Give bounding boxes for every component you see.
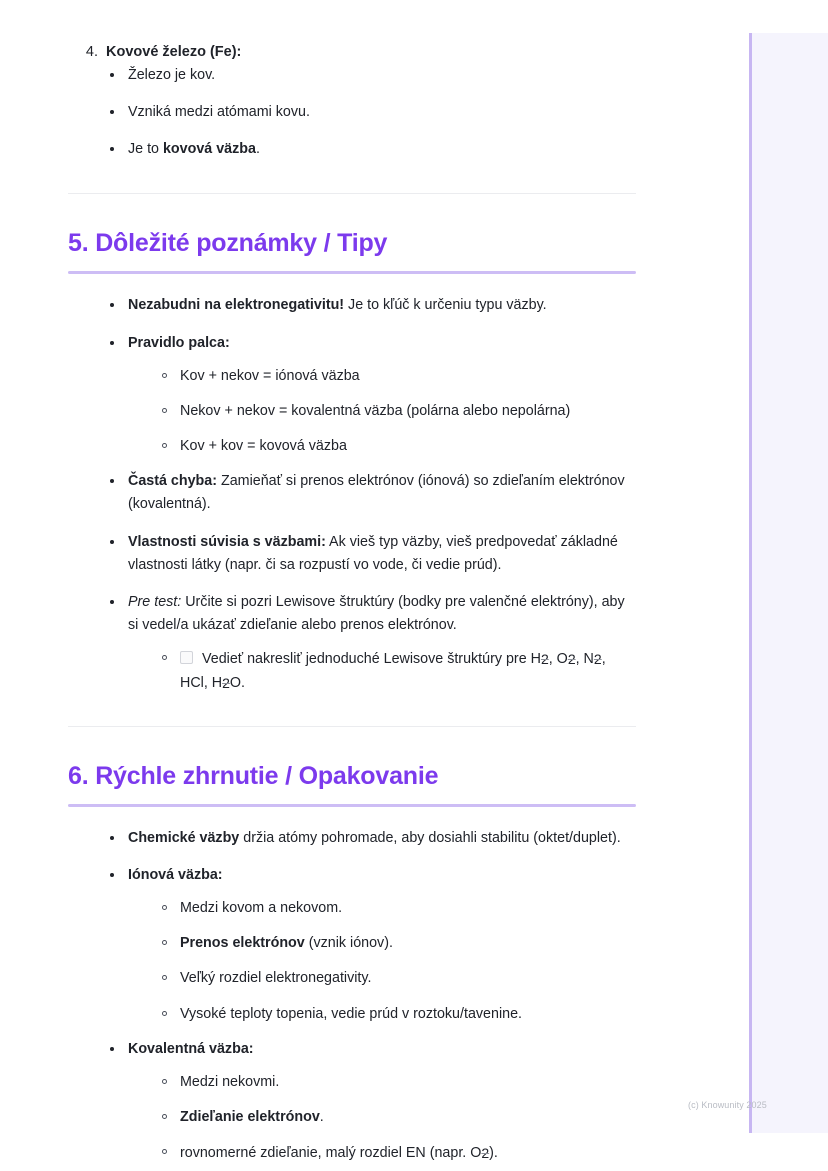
text-run: Veľký rozdiel elektronegativity. (180, 970, 372, 987)
text-run: O. (229, 675, 245, 692)
text-run: Určite si pozri Lewisove štruktúry (bodky pre valenčné elektróny), aby si vedel/a ukázať zdieľanie alebo prenos elektrónov. (128, 593, 625, 634)
bold-label: Vlastnosti súvisia s väzbami: (128, 533, 326, 550)
text-run: držia atómy pohromade, aby dosiahli stabilitu (oktet/duplet). (239, 829, 621, 846)
italic-label: Pre test: (128, 593, 182, 610)
text-run: ). (489, 1145, 498, 1162)
text-run: Medzi kovom a nekovom. (180, 900, 343, 917)
text-run: Železo je kov. (128, 66, 216, 83)
list-item (106, 827, 636, 850)
subscript: 2 (540, 651, 549, 668)
text-run: Vedieť nakresliť jednoduché Lewisove štruktúry pre H (202, 651, 541, 668)
list-item (106, 864, 636, 1026)
bold-label: Pravidlo palca: (128, 334, 230, 351)
bold-label: Častá chyba: (128, 473, 217, 490)
section-title: 5. Dôležité poznámky / Tipy (68, 229, 388, 258)
section-body (0, 294, 700, 695)
bullet-list (68, 827, 636, 1166)
subscript: 2 (567, 651, 576, 668)
text-run: . (319, 1109, 324, 1125)
sub-list-item (158, 967, 636, 990)
sub-list-item (158, 897, 636, 920)
list-item (106, 101, 636, 124)
text-run: Vysoké teploty topenia, vedie prúd v roztoku/tavenine. (180, 1005, 523, 1022)
checkbox[interactable] (180, 651, 193, 664)
section-title-underline (68, 804, 636, 807)
text-run: Je to kľúč k určeniu typu väzby. (344, 297, 547, 314)
bold-label: Prenos elektrónov (180, 935, 305, 952)
numbered-item (76, 0, 636, 64)
text-run: Medzi nekovmi. (180, 1073, 280, 1090)
text-run: Kov + kov = kovová väzba (180, 438, 347, 455)
text-run: (vznik iónov). (304, 935, 393, 952)
text-run: Vzniká medzi atómami kovu. (128, 103, 310, 120)
sub-list-item (158, 1003, 636, 1026)
section-title-underline (68, 271, 636, 274)
list-item (106, 138, 636, 161)
list-item (106, 332, 636, 459)
text-run: rovnomerné zdieľanie, malý rozdiel EN (napr. O (180, 1145, 482, 1162)
section-body (0, 827, 700, 1166)
list-item (106, 531, 636, 577)
numbered-item-title: Kovové železo (Fe): (106, 44, 242, 60)
subscript: 2 (593, 651, 602, 668)
text-run: Nekov + nekov = kovalentná väzba (polárna alebo nepolárna) (180, 402, 571, 419)
sub-list-item (158, 932, 636, 955)
sub-list-item (158, 365, 636, 388)
sub-list-item (158, 1141, 636, 1165)
numbered-item-block (0, 0, 700, 161)
text-run: . (255, 141, 260, 158)
list-item (106, 591, 636, 696)
sub-bullet-list (128, 1071, 636, 1165)
section-divider (68, 193, 636, 194)
section-header (0, 761, 700, 807)
list-item (106, 1038, 636, 1166)
bold-label: Kovalentná väzba: (128, 1040, 254, 1057)
text-run: Kov + nekov = iónová väzba (180, 367, 360, 384)
section-divider (68, 726, 636, 727)
text-run: , O (548, 651, 568, 668)
sub-bullet-list (128, 365, 636, 458)
sections-root (0, 228, 700, 1165)
copyright-note: (c) Knowunity 2025 (688, 1100, 767, 1110)
text-run: , N (575, 651, 594, 668)
text-run: Ak vieš typ väzby, vieš predpovedať základné vlastnosti látky (napr. či sa rozpustí vo vode, či vedie prúd). (128, 533, 618, 573)
text-run: Je to (128, 141, 163, 158)
bullet-list (68, 294, 636, 695)
right-side-panel (749, 33, 828, 1133)
numbered-item-number: 4. (85, 44, 98, 60)
sub-bullet-list (128, 647, 636, 695)
sub-list-item (158, 435, 636, 458)
bold-label: Nezabudni na elektronegativitu! (128, 297, 345, 314)
subscript: 2 (481, 1145, 490, 1162)
text-run: , HCl, H (180, 651, 606, 692)
sub-list-item (158, 1071, 636, 1094)
bold-label: Iónová väzba: (128, 866, 223, 883)
bold-label: Zdieľanie elektrónov (180, 1109, 320, 1125)
list-item (106, 294, 636, 317)
text-run: Zamieňať si prenos elektrónov (iónová) so zdieľaním elektrónov (kovalentná). (128, 473, 625, 513)
list-item (106, 470, 636, 516)
intro-bullet-list (68, 64, 636, 161)
list-item (106, 64, 636, 87)
sub-list-item (158, 400, 636, 423)
sub-bullet-list (128, 897, 636, 1026)
bold-label: Chemické väzby (128, 829, 240, 846)
sub-list-item (158, 1106, 636, 1129)
subscript: 2 (222, 675, 230, 692)
sub-list-item (158, 647, 636, 695)
section-header (0, 228, 700, 274)
section-title: 6. Rýchle zhrnutie / Opakovanie (68, 761, 439, 790)
bold-label: kovová väzba (162, 141, 256, 158)
